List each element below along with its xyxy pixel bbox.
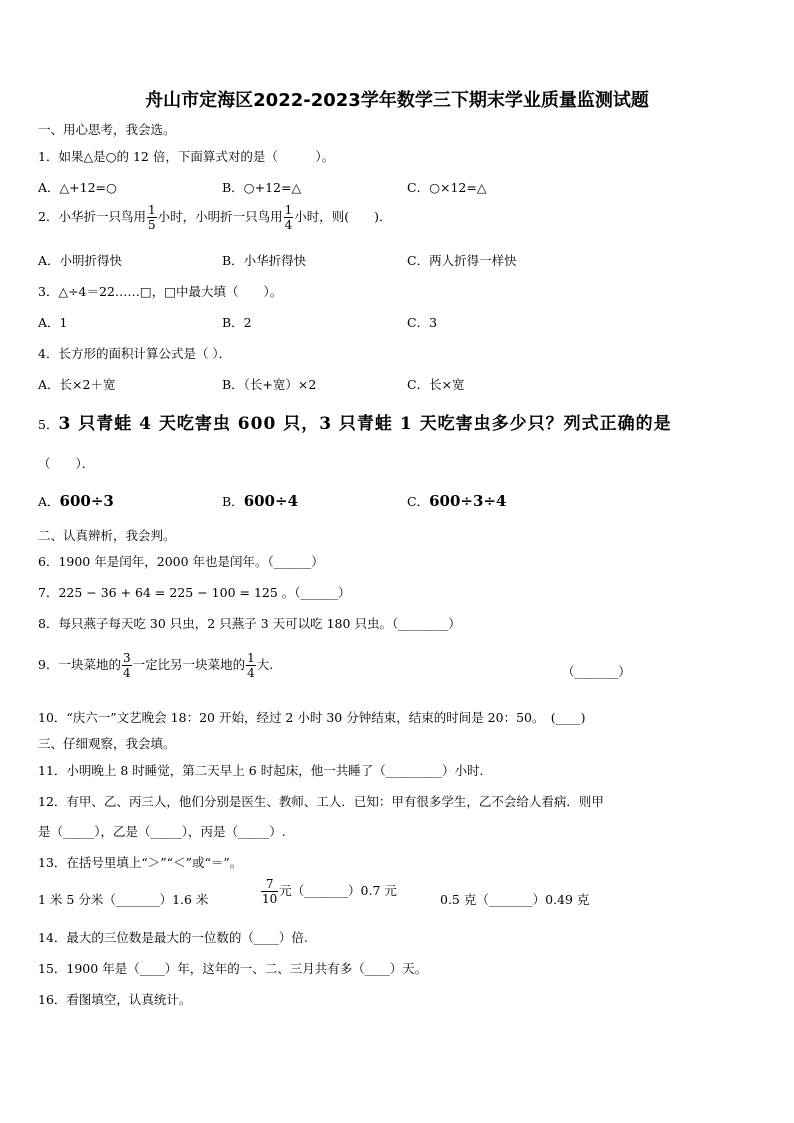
question-12-line-2: 是（_____），乙是（_____），丙是（_____）. (38, 824, 286, 839)
q1-option-a[interactable]: A．△+12=○ (38, 180, 117, 195)
q2-option-c[interactable]: C．两人折得一样快 (407, 253, 517, 268)
fraction (261, 878, 278, 905)
q4-option-a[interactable]: A．长×2＋宽 (38, 377, 116, 392)
question-5 (38, 409, 672, 434)
question-7: 7．225 − 36 + 64 = 225 − 100 = 125 。（______） (38, 585, 351, 600)
question-6: 6．1900 年是闰年，2000 年也是闰年。（______） (38, 554, 324, 569)
question-16: 16．看图填空，认真统计。 (38, 992, 192, 1007)
q13-item-2-text: 元（_______）0.7 元 (279, 883, 397, 898)
q2-option-a[interactable]: A．小明折得快 (38, 253, 123, 268)
q5-option-c[interactable] (407, 492, 506, 510)
question-8: 8．每只燕子每天吃 30 只虫，2 只燕子 3 天可以吃 180 只虫。（________） (38, 616, 461, 631)
question-1: 1．如果△是○的 12 倍，下面算式对的是（ ）。 (38, 149, 335, 164)
question-12-line-1: 12．有甲、乙、丙三人，他们分别是医生、教师、工人．已知：甲有很多学生，乙不会给人看病．则甲 (38, 794, 604, 809)
question-13: 13．在括号里填上“＞”“＜”或“＝”。 (38, 855, 243, 870)
q5-text: 3 只青蛙 4 天吃害虫 600 只，3 只青蛙 1 天吃害虫多少只？列式正确的是 (58, 414, 672, 434)
fraction-numerator: 7 (261, 878, 278, 892)
section-2-heading: 二、认真辨析，我会判。 (38, 528, 176, 543)
option-letter: A． (38, 494, 60, 509)
option-text: 600÷3 (59, 492, 114, 510)
q3-option-b[interactable]: B．2 (222, 315, 252, 330)
fraction (122, 652, 132, 679)
fraction (246, 652, 256, 679)
q4-option-c[interactable]: C．长×宽 (407, 377, 465, 392)
question-11: 11．小明晚上 8 时睡觉，第二天早上 6 时起床，他一共睡了（_________）小时. (38, 763, 484, 778)
question-9 (38, 652, 273, 679)
fraction-numerator: 1 (147, 203, 156, 217)
fraction (147, 204, 157, 231)
fraction (284, 204, 294, 231)
option-text: 600÷4 (243, 492, 299, 510)
q9-text-post: 大. (256, 657, 274, 672)
q2-text-pre: 2．小华折一只鸟用 (38, 209, 146, 224)
option-text: 600÷3÷4 (429, 492, 507, 510)
q5-number: 5． (38, 417, 59, 432)
q4-option-b[interactable]: B．（长+宽）×2 (222, 377, 317, 392)
q5-option-a[interactable] (38, 492, 114, 510)
q9-answer-blank[interactable]: （_______） (562, 664, 631, 679)
option-letter: B． (222, 494, 244, 509)
q5-option-b[interactable] (222, 492, 298, 510)
fraction-numerator: 1 (247, 651, 255, 665)
q13-item-2[interactable] (260, 878, 397, 905)
q3-option-a[interactable]: A．1 (38, 315, 68, 330)
fraction-denominator: 4 (122, 666, 131, 680)
question-4: 4．长方形的面积计算公式是（ ）． (38, 346, 232, 361)
section-1-heading: 一、用心思考，我会选。 (38, 122, 176, 137)
q13-item-3[interactable]: 0.5 克（_______）0.49 克 (440, 892, 590, 907)
fraction-denominator: 5 (147, 218, 156, 232)
section-3-heading: 三、仔细观察，我会填。 (38, 736, 176, 751)
q2-option-b[interactable]: B．小华折得快 (222, 253, 307, 268)
question-10: 10．“庆六一”文艺晚会 18：20 开始，经过 2 小时 30 分钟结束，结束的时间是 20：50。 (____) (38, 710, 586, 725)
option-letter: C． (407, 494, 430, 509)
fraction-numerator: 3 (122, 651, 131, 665)
q3-option-c[interactable]: C．3 (407, 315, 438, 330)
q9-text-mid: 一定比另一块菜地的 (132, 657, 246, 672)
q13-item-1[interactable]: 1 米 5 分米（_______）1.6 米 (38, 892, 209, 907)
q2-text-post: 小时，则( )． (294, 209, 392, 224)
fraction-denominator: 10 (262, 892, 278, 906)
question-3: 3．△÷4＝22……□，□中最大填（ ）。 (38, 284, 283, 299)
fraction-denominator: 4 (284, 218, 293, 232)
q1-option-c[interactable]: C．○×12=△ (407, 180, 487, 195)
question-14: 14．最大的三位数是最大的一位数的（____）倍. (38, 930, 308, 945)
q5-answer-line: （ ）． (38, 456, 95, 471)
q1-option-b[interactable]: B．○+12=△ (222, 180, 302, 195)
fraction-numerator: 1 (284, 203, 293, 217)
page-title: 舟山市定海区2022-2023学年数学三下期末学业质量监测试题 (145, 90, 649, 111)
question-2 (38, 204, 392, 231)
q2-text-mid: 小时，小明折一只鸟用 (157, 209, 283, 224)
fraction-denominator: 4 (247, 666, 255, 680)
q9-text-pre: 9．一块菜地的 (38, 657, 121, 672)
question-15: 15．1900 年是（____）年，这年的一、二、三月共有多（____）天。 (38, 961, 428, 976)
